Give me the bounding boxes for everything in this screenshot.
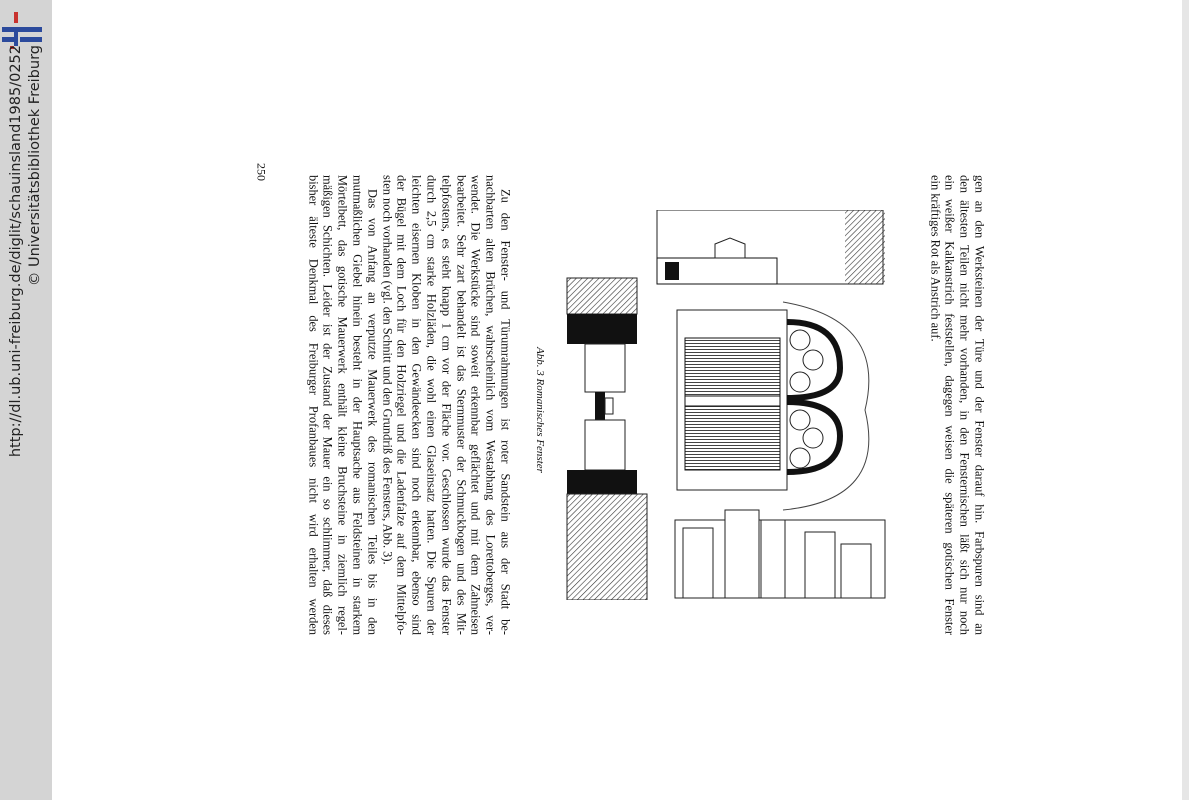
sidebar-credits	[7, 45, 45, 805]
romanesque-window-drawing	[565, 210, 887, 600]
text-line: bearbeitet. Sehr zart behandelt ist das Sternmuster der Schmuckbogen und des Mit-	[454, 175, 469, 635]
text-line: Zu den Fenster- und Türumrahmungen ist roter Sandstein aus der Stadt be-	[498, 189, 513, 635]
university-library-logo-icon[interactable]	[0, 8, 44, 50]
text-line: leichten eisernen Kloben in den Gewändeecken sind noch erkennbar, ebenso sind	[409, 175, 424, 635]
text-line: den ältesten Teilen nicht mehr vorhanden, in den Fensternischen läßt sich nur noch	[957, 175, 972, 635]
figure-caption: Abb. 3 Romanisches Fenster	[534, 347, 546, 473]
source-url[interactable]: http://dl.ub.uni-freiburg.de/diglit/schauinsland1985/0252	[8, 45, 24, 458]
text-line: wendet. Die Werkstücke sind soweit erkennbar geflächtet und mit dem Zahneisen	[468, 175, 483, 635]
paragraph-1	[379, 175, 512, 635]
text-line: sten noch vorhanden (vgl. den Schnitt und den Grundriß des Fensters, Abb. 3).	[380, 175, 395, 565]
text-line: der Bügel mit dem Loch für den Holzriegel und die Ladenfalze auf dem Mittelpfo-	[395, 175, 409, 635]
paragraph-2	[305, 175, 379, 635]
viewer-sidebar	[0, 0, 52, 800]
text-line: mutmaßlichen Giebel hinein besteht in der Hauptsache aus Feldsteinen in starkem	[350, 175, 365, 635]
top-paragraph	[927, 175, 986, 635]
copyright-notice: © Universitätsbibliothek Freiburg	[27, 45, 43, 287]
text-line: bisher älteste Denkmal des Freiburger Profanbaues nicht wird erhalten werden	[306, 175, 321, 635]
text-line: durch 2,5 cm starke Holzläden, die wohl einen Glaseinsatz hatten. Die Spuren der	[424, 175, 439, 635]
vertical-scrollbar[interactable]	[1182, 0, 1189, 800]
text-line: Mörtelbett, das gotische Mauerwerk enthält kleine Bruchsteine in ziemlich regel-	[335, 175, 350, 635]
text-line: ein kräftiges Rot als Anstrich auf.	[928, 175, 943, 342]
text-line: gen an den Werksteinen der Türe und der Fenster darauf hin. Farbspuren sind an	[972, 175, 987, 635]
body-text	[305, 175, 512, 635]
text-line: mäßigen Schichten. Leider ist der Zustand der Mauer ein so schlimmer, daß dieses	[321, 175, 336, 635]
text-line: ein weißer Kalkanstrich feststellen, dagegen weisen die späteren gotischen Fenster	[943, 175, 957, 635]
text-line: Das von Anfang an verputzte Mauerwerk des romanischen Teiles bis in den	[365, 189, 380, 635]
text-line: nachbarten alten Brüchen, wahrscheinlich vom Westabhang des Lorettoberges, ver-	[483, 175, 498, 635]
page-number: 250	[254, 163, 269, 181]
text-line: telpfostens, es steht knapp 1 cm vor der Fläche vor. Geschlossen wurde das Fenster	[439, 175, 454, 635]
